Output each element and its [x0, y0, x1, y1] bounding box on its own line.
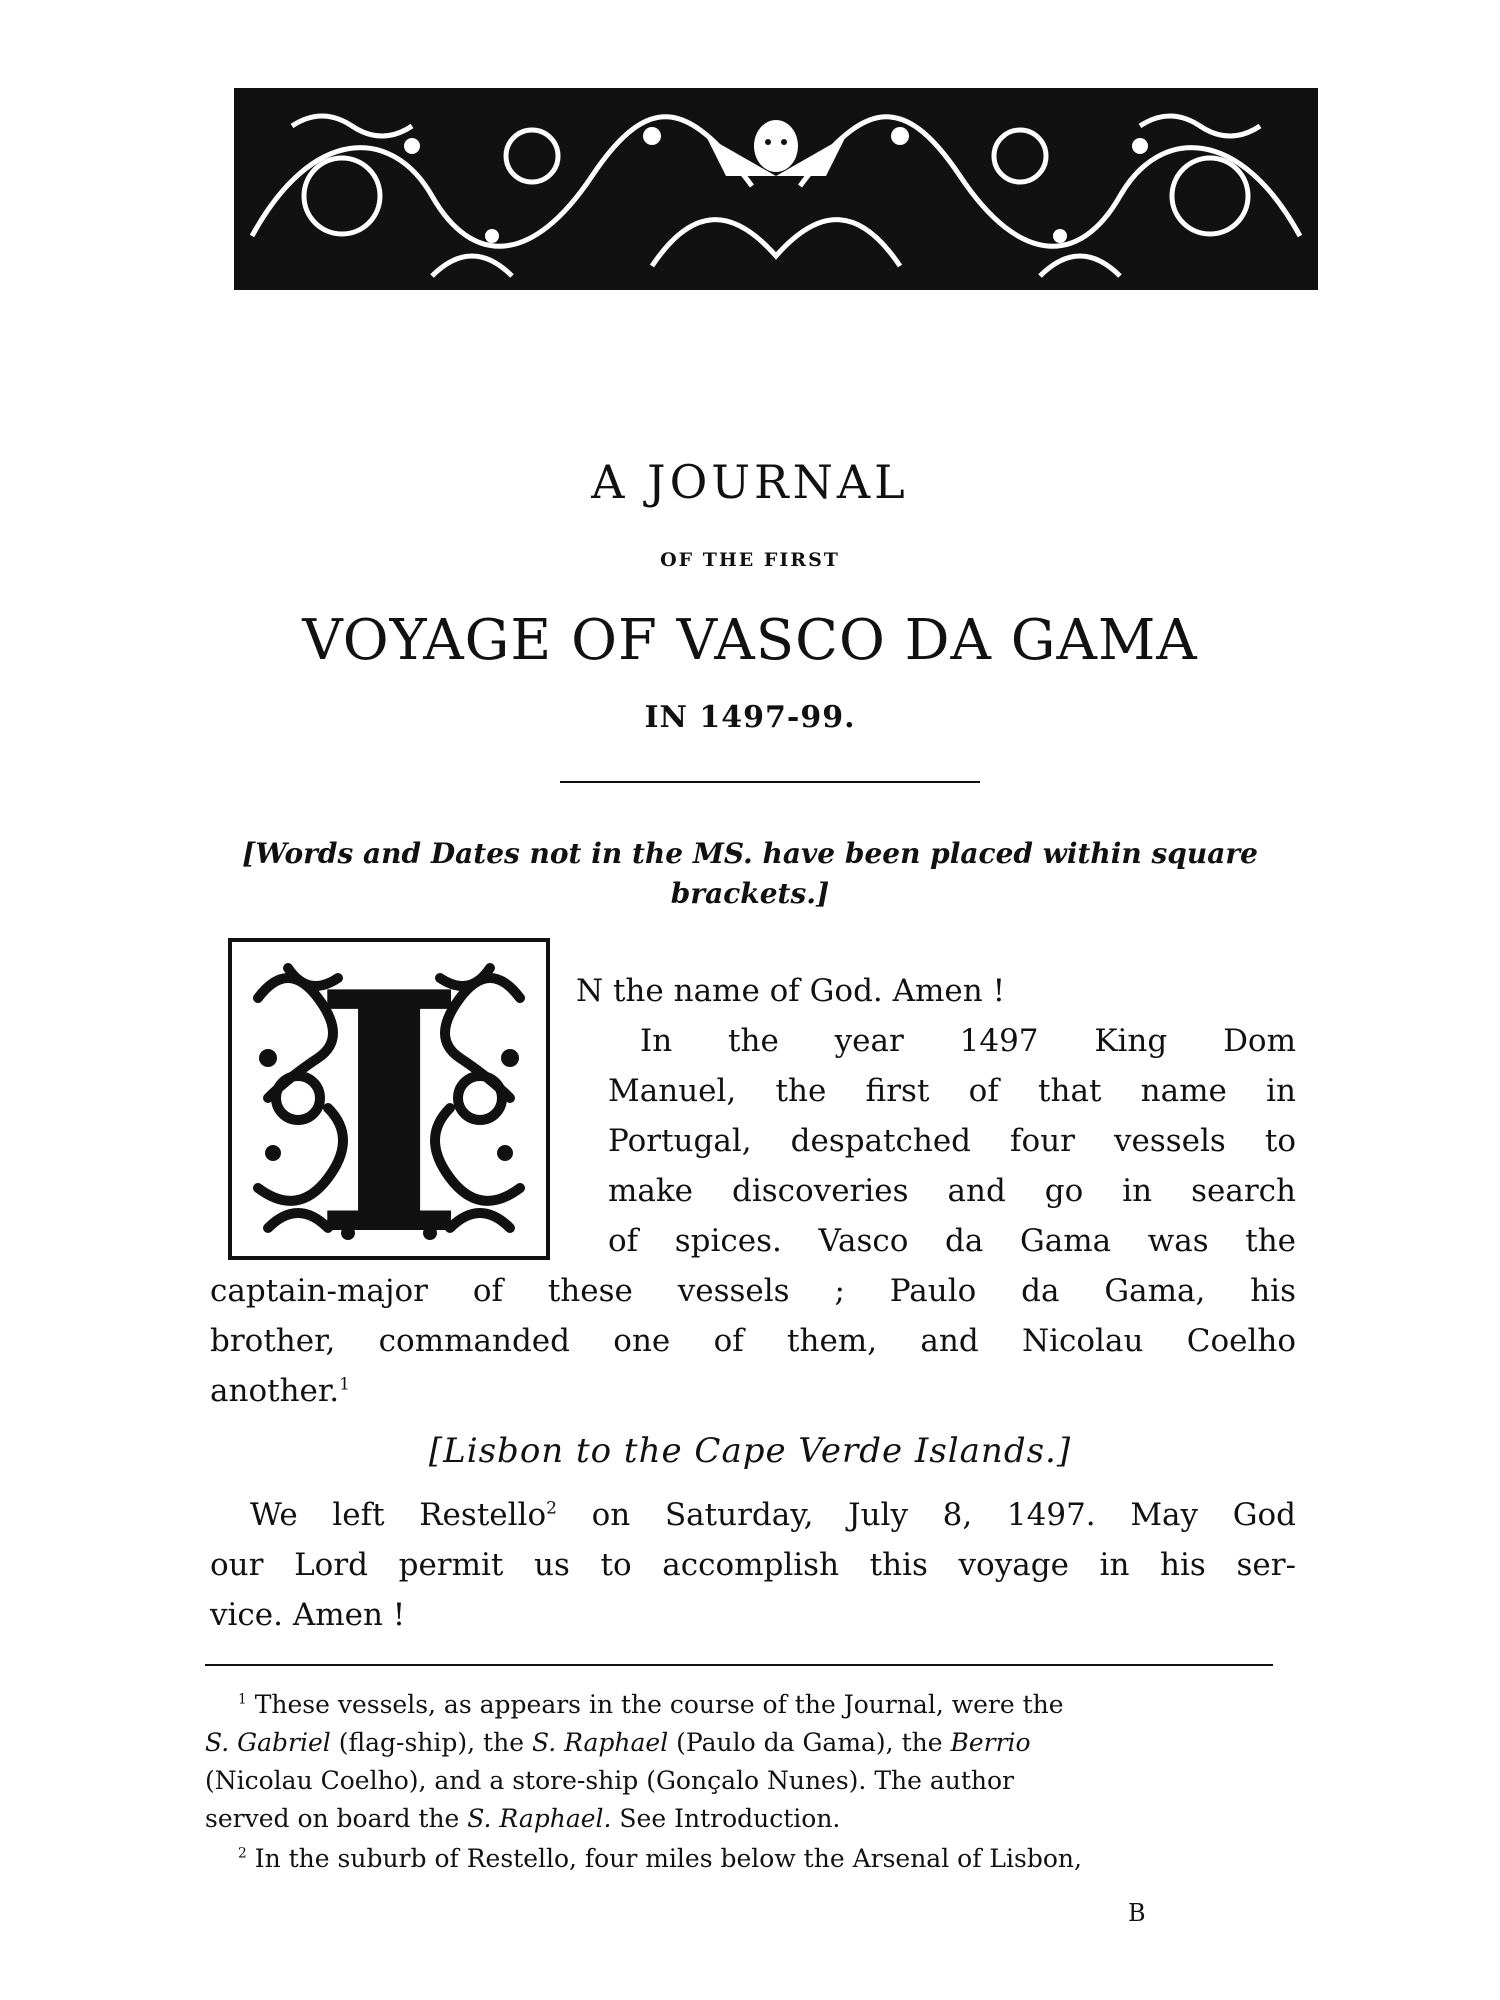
para2-line1 [250, 1490, 1296, 1540]
para1-line9-text: another. [210, 1373, 340, 1409]
title-a-journal: A JOURNAL [591, 455, 909, 509]
dropcap-ornament [228, 938, 550, 1260]
para1-line4: Portugal, despatched four vessels to [608, 1123, 1296, 1159]
footnote-ref-2: 2 [546, 1498, 557, 1519]
footnote-1-line4 [205, 1800, 840, 1838]
para2-line3: vice. Amen ! [210, 1597, 406, 1633]
editorial-note [240, 834, 1260, 914]
para1-line6: of spices. Vasco da Gama was the [608, 1223, 1296, 1259]
footnote-1-line2-text1: (flag-ship), the [330, 1728, 532, 1757]
title-of-the-first: OF THE FIRST [660, 549, 840, 571]
para2-line1b: on Saturday, July 8, 1497. May God [556, 1497, 1297, 1533]
footnote-1-line2 [205, 1724, 1031, 1762]
title-year: IN 1497-99. [644, 700, 856, 735]
para1-line5: make discoveries and go in search [608, 1173, 1296, 1209]
para1-line3: Manuel, the first of that name in [608, 1073, 1296, 1109]
editorial-note-line1: [Words and Dates not in the MS. have been placed within square [242, 837, 1258, 870]
ship-berrio: Berrio [950, 1728, 1031, 1757]
ship-s-raphael-2: S. Raphael. [467, 1804, 612, 1833]
footnote-2-line1 [238, 1840, 1082, 1878]
footnote-1-line3: (Nicolau Coelho), and a store-ship (Gonçalo Nunes). The author [205, 1766, 1014, 1795]
para2-line1a: We left Restello [250, 1497, 547, 1533]
section-heading: [Lisbon to the Cape Verde Islands.] [428, 1431, 1072, 1471]
footnote-1-line4-text2: See Introduction. [611, 1804, 841, 1833]
para1-line7: captain-major of these vessels ; Paulo da Gama, his [210, 1273, 1296, 1309]
para1-line8: brother, commanded one of them, and Nicolau Coelho [210, 1323, 1296, 1359]
para1-line1: N the name of God. Amen ! [576, 973, 1006, 1009]
footnote-1-line2-text2: (Paulo da Gama), the [668, 1728, 951, 1757]
footnote-2-line1-text: In the suburb of Restello, four miles below the Arsenal of Lisbon, [246, 1844, 1082, 1873]
para1-line9 [210, 1366, 1296, 1416]
footnote-2-mark: 2 [238, 1845, 247, 1862]
footnote-1-line1 [238, 1686, 1064, 1724]
title-voyage: VOYAGE OF VASCO DA GAMA [302, 608, 1198, 673]
ship-s-raphael: S. Raphael [531, 1728, 669, 1757]
dropcap-letter: I [311, 938, 467, 1260]
para2-line2: our Lord permit us to accomplish this voyage in his ser- [210, 1547, 1296, 1583]
editorial-note-line2: brackets.] [670, 877, 830, 910]
footnote-rule [205, 1664, 1273, 1666]
ship-s-gabriel: S. Gabriel [205, 1728, 331, 1757]
signature-mark: B [1128, 1899, 1146, 1927]
title-rule [560, 781, 980, 783]
footnote-ref-1: 1 [339, 1374, 350, 1395]
footnote-1-mark: 1 [238, 1691, 247, 1708]
ornamental-headpiece [232, 86, 1320, 292]
footnote-1-line1-text: These vessels, as appears in the course of the Journal, were the [246, 1690, 1064, 1719]
footnote-1-line4-text1: served on board the [205, 1804, 468, 1833]
para1-line2: In the year 1497 King Dom [640, 1023, 1296, 1059]
